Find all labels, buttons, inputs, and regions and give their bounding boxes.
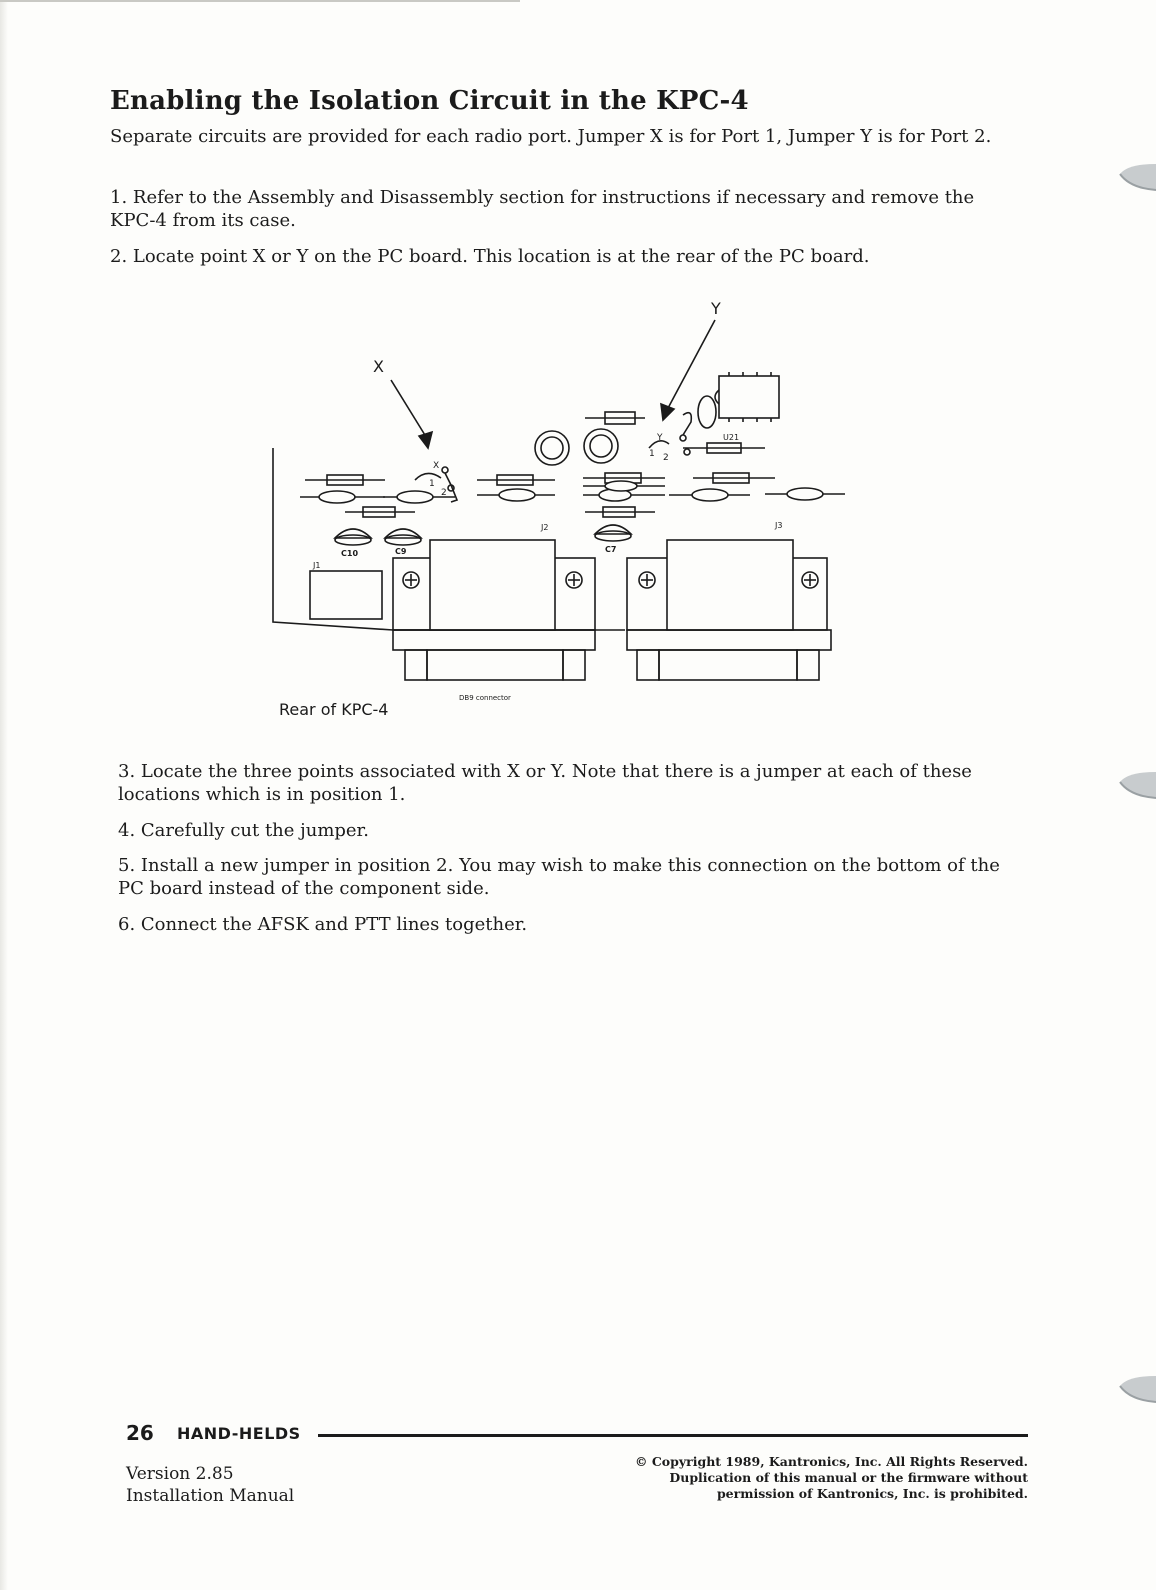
j1-label: J1 xyxy=(313,561,321,570)
chip-u21 xyxy=(698,372,779,428)
arrow-x xyxy=(391,380,428,440)
resistor-5 xyxy=(585,412,645,424)
step-5: 5. Install a new jumper in position 2. You may wish to make this connection on the bottom of the PC board instead of the component side. xyxy=(118,855,1000,899)
jumper-x-label: X xyxy=(433,461,440,471)
jumper-y-pos2: 2 xyxy=(663,453,669,463)
diode-6 xyxy=(765,488,845,500)
copyright-notice xyxy=(540,1454,1028,1502)
page-edge xyxy=(0,0,8,1590)
u21-label: U21 xyxy=(723,433,740,442)
copyright-line-2: Duplication of this manual or the firmware without xyxy=(669,1470,1028,1485)
resistor-6 xyxy=(683,443,765,453)
footer-version-block xyxy=(126,1463,294,1507)
capacitor-c10 xyxy=(335,529,371,545)
diode-1 xyxy=(300,491,385,503)
page-number: 26 xyxy=(126,1421,154,1445)
footer-rule xyxy=(318,1434,1028,1437)
top-edge-line xyxy=(0,0,520,2)
resistor-7 xyxy=(345,507,415,517)
intro-paragraph: Separate circuits are provided for each radio port. Jumper X is for Port 1, Jumper Y is for Port 2. xyxy=(110,126,992,147)
c9-label: C9 xyxy=(395,547,407,556)
step-4: 4. Carefully cut the jumper. xyxy=(118,820,369,841)
diode-7 xyxy=(583,481,665,491)
jumper-y-label: Y xyxy=(657,433,663,443)
connector-j2 xyxy=(393,540,595,680)
j3-label: J3 xyxy=(775,521,783,530)
copyright-line-1: © Copyright 1989, Kantronics, Inc. All Rights Reserved. xyxy=(634,1454,1028,1469)
section-heading: Enabling the Isolation Circuit in the KPC-4 xyxy=(110,86,749,116)
label-y: Y xyxy=(711,299,721,318)
binder-tab-bottom xyxy=(1110,1372,1156,1406)
step-3: 3. Locate the three points associated with X or Y. Note that there is a jumper at each of these locations which is in position 1. xyxy=(118,761,972,805)
step-1: 1. Refer to the Assembly and Disassembly section for instructions if necessary and remove the KPC-4 from its case. xyxy=(110,187,975,231)
capacitor-c7 xyxy=(595,525,631,541)
arrow-y-head xyxy=(661,404,674,420)
capacitor-c9 xyxy=(385,529,421,545)
section-name: HAND-HELDS xyxy=(177,1424,301,1443)
pc-board-diagram xyxy=(265,290,865,730)
manual-title: Installation Manual xyxy=(126,1486,295,1506)
jumper-y-pos1: 1 xyxy=(649,449,655,459)
diode-5 xyxy=(669,489,750,501)
jumper-x-pos1: 1 xyxy=(429,479,435,489)
round-capacitor-1 xyxy=(535,431,569,465)
j2-label: J2 xyxy=(541,523,549,532)
resistor-8 xyxy=(585,507,655,517)
step-2: 2. Locate point X or Y on the PC board. This location is at the rear of the PC board. xyxy=(110,246,870,267)
version-text: Version 2.85 xyxy=(126,1464,234,1484)
arrow-x-head xyxy=(419,432,432,448)
resistor-2 xyxy=(477,475,555,485)
binder-tab-middle xyxy=(1110,768,1156,802)
db9-label: DB9 connector xyxy=(459,694,511,702)
copyright-line-3: permission of Kantronics, Inc. is prohibited. xyxy=(716,1486,1028,1501)
connector-j1 xyxy=(310,571,382,619)
step-6: 6. Connect the AFSK and PTT lines together. xyxy=(118,914,528,935)
resistor-1 xyxy=(305,475,385,485)
resistor-4 xyxy=(693,473,775,483)
label-x: X xyxy=(373,357,384,376)
c7-label: C7 xyxy=(605,545,617,554)
jumper-x-pos2: 2 xyxy=(441,488,447,498)
diode-3 xyxy=(477,489,555,501)
binder-tab-top xyxy=(1110,160,1156,194)
connector-j3 xyxy=(627,540,831,680)
c10-label: C10 xyxy=(341,549,359,558)
figure-caption: Rear of KPC-4 xyxy=(279,700,389,719)
round-capacitor-2 xyxy=(584,429,618,463)
jumper-x-wire xyxy=(415,473,441,480)
